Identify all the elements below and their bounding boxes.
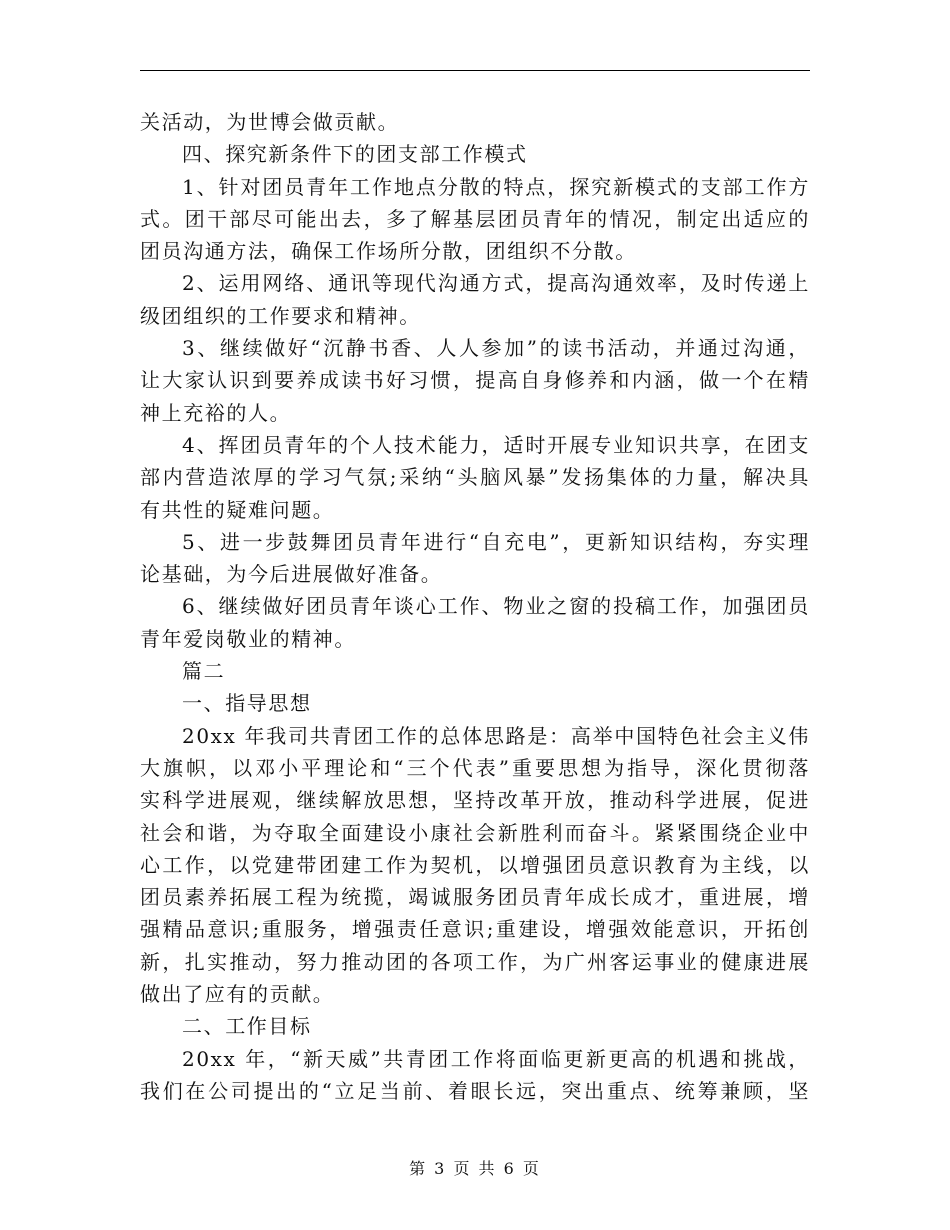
text-line: 4、挥团员青年的个人技术能力，适时开展专业知识共享，在团支 (182, 432, 810, 457)
text-line: 2、运用网络、通讯等现代沟通方式，提高沟通效率，及时传递上 (182, 271, 810, 296)
text-line: 新，扎实推动，努力推动团的各项工作，为广州客运事业的健康进展 (140, 949, 810, 974)
text-line: 篇二 (182, 659, 226, 684)
page-number: 第 3 页 共 6 页 (409, 1159, 541, 1178)
text-line: 一、指导思想 (182, 691, 312, 716)
text-line: 社会和谐，为夺取全面建设小康社会新胜利而奋斗。紧紧围绕企业中 (140, 820, 810, 845)
text-line: 关活动，为世博会做贡献。 (140, 110, 400, 134)
text-line: 让大家认识到要养成读书好习惯，提高自身修养和内涵，做一个在精 (140, 368, 810, 393)
text-line: 5、进一步鼓舞团员青年进行“自充电”，更新知识结构，夯实理 (182, 529, 810, 554)
text-line: 有共性的疑难问题。 (140, 497, 335, 522)
text-line: 做出了应有的贡献。 (140, 982, 335, 1007)
header-rule (140, 70, 810, 71)
text-line: 我们在公司提出的“立足当前、着眼长远，突出重点、统筹兼顾，坚 (140, 1078, 810, 1103)
text-line: 强精品意识;重服务，增强责任意识;重建设，增强效能意识，开拓创 (140, 917, 810, 942)
text-line: 神上充裕的人。 (140, 400, 292, 425)
text-line: 团员素养拓展工程为统揽，竭诚服务团员青年成长成才，重进展，增 (140, 885, 810, 910)
document-body (140, 106, 810, 1107)
text-line: 实科学进展观，继续解放思想，坚持改革开放，推动科学进展，促进 (140, 788, 810, 813)
text-line: 大旗帜，以邓小平理论和“三个代表”重要思想为指导，深化贯彻落 (140, 755, 810, 780)
text-line: 论基础，为今后进展做好准备。 (140, 562, 443, 587)
text-line: 团员沟通方法，确保工作场所分散，团组织不分散。 (140, 239, 637, 264)
text-line: 青年爱岗敬业的精神。 (140, 626, 356, 651)
text-line: 部内营造浓厚的学习气氛;采纳“头脑风暴”发扬集体的力量，解决具 (140, 465, 810, 490)
text-line: 1、针对团员青年工作地点分散的特点，探究新模式的支部工作方 (182, 174, 810, 199)
text-line: 20xx 年，“新天威”共青团工作将面临更新更高的机遇和挑战， (182, 1046, 810, 1071)
text-line: 级团组织的工作要求和精神。 (140, 303, 421, 328)
text-line: 四、探究新条件下的团支部工作模式 (182, 142, 528, 167)
text-line: 6、继续做好团员青年谈心工作、物业之窗的投稿工作，加强团员 (182, 594, 810, 619)
text-line: 式。团干部尽可能出去，多了解基层团员青年的情况，制定出适应的 (140, 206, 810, 231)
text-line: 心工作，以党建带团建工作为契机，以增强团员意识教育为主线，以 (140, 852, 810, 877)
text-line: 20xx 年我司共青团工作的总体思路是：高举中国特色社会主义伟 (182, 723, 810, 748)
text-line: 3、继续做好“沉静书香、人人参加”的读书活动，并通过沟通， (182, 336, 810, 361)
text-line: 二、工作目标 (182, 1014, 312, 1039)
